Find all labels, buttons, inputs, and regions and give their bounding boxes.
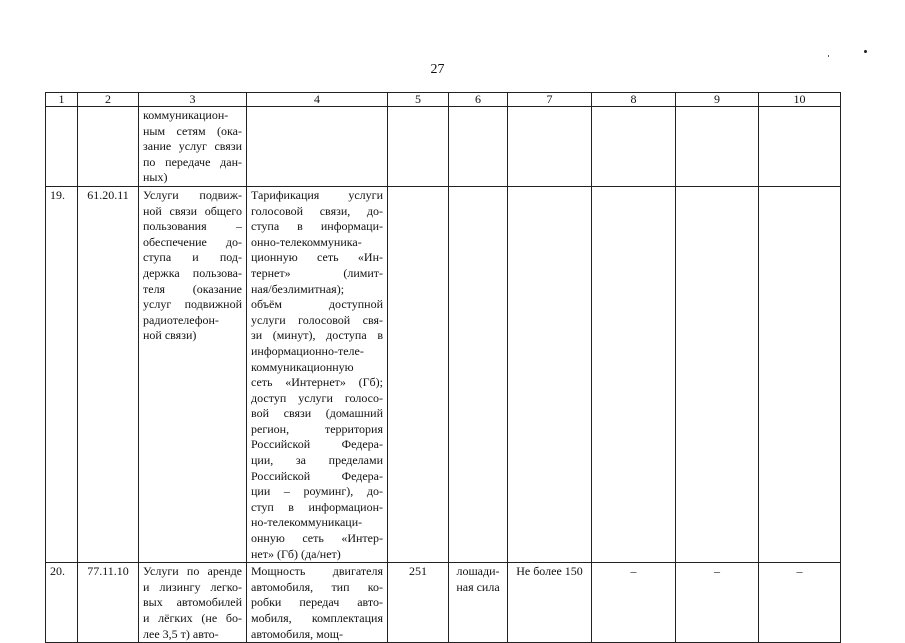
text-line: и лизингу легко- — [143, 579, 242, 594]
column-header: 2 — [78, 93, 139, 107]
text-line: лее 3,5 т) авто- — [143, 626, 219, 641]
text-line: онно-телекоммуника- — [251, 234, 362, 249]
text-line: держка пользова- — [143, 265, 242, 280]
value-cell — [676, 107, 759, 187]
unit-name — [449, 186, 508, 562]
text-line: сеть «Интернет» (Гб); — [251, 375, 383, 390]
unit-name — [449, 563, 508, 643]
text-line: ным сетям (ока- — [143, 123, 242, 138]
page-number: 27 — [430, 62, 445, 77]
text-line: ционную сеть «Ин- — [251, 250, 383, 265]
column-header: 9 — [676, 93, 759, 107]
value-cell — [592, 107, 676, 187]
row-number — [46, 107, 78, 187]
unit-code — [388, 107, 449, 187]
value-cell — [508, 107, 592, 187]
column-header: 1 — [46, 93, 78, 107]
column-header: 3 — [139, 93, 247, 107]
text-line: робки передач авто- — [251, 595, 383, 610]
text-line: автомобиля, тип ко- — [251, 579, 383, 594]
value-cell: – — [592, 563, 676, 643]
text-line: ции, за пределами — [251, 453, 383, 468]
text-line: ступ в информацион- — [251, 499, 383, 514]
text-line: вой связи (домашний — [251, 406, 383, 421]
text-line: вых автомобилей — [143, 595, 242, 610]
text-line: ции – роуминг), до- — [251, 484, 383, 499]
text-line: ная/безлимитная); — [251, 281, 345, 296]
column-header: 10 — [759, 93, 841, 107]
text-line: ступа и под- — [143, 250, 242, 265]
text-line: тернет» (лимит- — [251, 265, 383, 280]
value-cell — [676, 186, 759, 562]
scan-speck-dot — [864, 50, 867, 53]
text-line: коммуникацион- — [143, 108, 229, 122]
table-header-row — [46, 93, 841, 107]
text-line: онную сеть «Интер- — [251, 531, 383, 546]
text-line: обеспечение до- — [143, 234, 242, 249]
value-cell — [508, 186, 592, 562]
text-line: мобиля, комплектация — [251, 611, 383, 625]
text-line: доступ услуги голосо- — [251, 390, 383, 405]
text-line: нет» (Гб) (да/нет) — [251, 546, 341, 561]
item-name — [139, 107, 247, 187]
text-line: по передаче дан- — [143, 154, 242, 169]
text-line: Российской Федера- — [251, 468, 383, 483]
table-row — [46, 186, 841, 562]
specification-table — [45, 92, 841, 643]
item-characteristics — [247, 107, 388, 187]
value-cell: – — [759, 563, 841, 643]
text-line: услуги голосовой свя- — [251, 312, 383, 327]
text-line: ной связи общего — [143, 203, 242, 218]
unit-name — [449, 107, 508, 187]
text-line: ных) — [143, 170, 168, 185]
text-line: но-телекоммуникаци- — [251, 515, 363, 530]
text-line: услуг подвижной — [143, 297, 242, 312]
item-name — [139, 186, 247, 562]
text-line: информационно-теле- — [251, 343, 364, 358]
row-number: 19. — [46, 186, 78, 562]
unit-code — [388, 186, 449, 562]
column-header: 6 — [449, 93, 508, 107]
text-line: голосовой связи, до- — [251, 203, 383, 218]
scan-speck-dot — [828, 55, 829, 57]
value-cell — [759, 107, 841, 187]
text-line: и лёгких (не бо- — [143, 611, 242, 625]
text-line: коммуникационную — [251, 359, 354, 374]
text-line: Российской Федера- — [251, 437, 383, 452]
column-header: 4 — [247, 93, 388, 107]
row-number: 20. — [46, 563, 78, 643]
table-row — [46, 563, 841, 643]
column-header: 7 — [508, 93, 592, 107]
text-line: зание услуг связи — [143, 139, 242, 154]
okpd-code: 77.11.10 — [78, 563, 139, 643]
column-header: 8 — [592, 93, 676, 107]
value-cell: Не более 150 — [508, 563, 592, 643]
text-line: теля (оказание — [143, 281, 242, 296]
column-header: 5 — [388, 93, 449, 107]
text-line: объём доступной — [251, 297, 383, 312]
text-line: Услуги по аренде — [143, 564, 242, 579]
text-line: пользования – — [143, 219, 242, 234]
text-line: автомобиля, мощ- — [251, 626, 344, 641]
text-line: Тарификация услуги — [251, 187, 383, 202]
text-line: Мощность двигателя — [251, 564, 383, 579]
item-name — [139, 563, 247, 643]
table-row — [46, 107, 841, 187]
value-cell: – — [676, 563, 759, 643]
text-line: регион, территория — [251, 421, 383, 436]
text-line: ная сила — [456, 579, 500, 594]
text-line: ной связи) — [143, 328, 197, 343]
text-line: зи (минут), доступа в — [251, 328, 383, 343]
item-characteristics — [247, 563, 388, 643]
item-characteristics — [247, 186, 388, 562]
text-line: Услуги подвиж- — [143, 187, 242, 202]
text-line: радиотелефон- — [143, 312, 219, 327]
okpd-code: 61.20.11 — [78, 186, 139, 562]
value-cell — [592, 186, 676, 562]
text-line: ступа в информаци- — [251, 219, 383, 234]
value-cell — [759, 186, 841, 562]
okpd-code — [78, 107, 139, 187]
unit-code: 251 — [388, 563, 449, 643]
text-line: лошади- — [456, 564, 500, 579]
